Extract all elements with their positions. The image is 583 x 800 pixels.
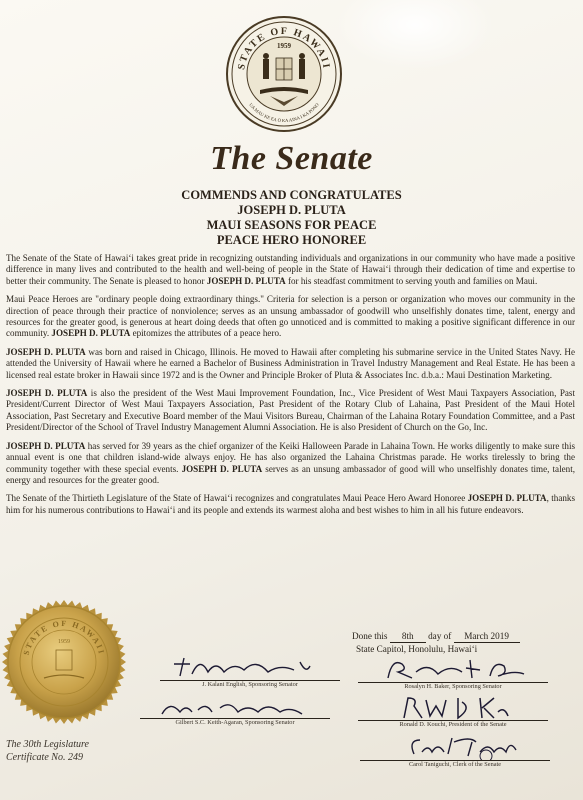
paragraph-3: JOSEPH D. PLUTA was born and raised in Chicago, Illinois. He moved to Hawaii after completing his submarine service in the United States Navy. He attended the University of Hawaii where he earned a Bachelor of Business Administration in Travel Industry Management and Real Estate. He has been a licensed real estate broker in Hawaii since 1972 and is the Owner and Principle Broker of Pluta & Associates Inc. d.b.a.: Maui Destination Marketing. [6, 346, 576, 380]
state-seal-top [224, 14, 344, 134]
heading-line: JOSEPH D. PLUTA [237, 203, 346, 217]
honoree-name: JOSEPH D. PLUTA [6, 388, 88, 399]
honoree-name: JOSEPH D. PLUTA [467, 493, 547, 504]
seal-top-motto: UA MAU KE EA O KA AINA I KA PONO [248, 102, 320, 124]
seal-top-year: 1959 [277, 42, 291, 50]
done-place: State Capitol, Honolulu, Hawaiʻi [356, 644, 478, 654]
honoree-name: JOSEPH D. PLUTA [6, 346, 86, 357]
heading-line: MAUI SEASONS FOR PEACE [206, 218, 377, 232]
signatory-name: Rosalyn H. Baker, Sponsoring Senator [404, 683, 502, 690]
honoree-name: JOSEPH D. PLUTA [51, 328, 131, 339]
handwritten-signature [358, 694, 548, 720]
handwritten-signature [160, 654, 340, 680]
gold-state-seal [0, 598, 128, 726]
signatory-name: Carol Taniguchi, Clerk of the Senate [408, 761, 502, 768]
gold-seal-year: 1959 [58, 639, 70, 645]
signature-english [160, 654, 340, 689]
signatory-name: Ronald D. Kouchi, President of the Senate [399, 721, 507, 728]
handwritten-signature [358, 656, 548, 682]
gold-seal-text: STATE OF HAWAII [21, 618, 107, 657]
honoree-name: JOSEPH D. PLUTA [206, 275, 286, 286]
signatory-name: Gilbert S.C. Keith-Agaran, Sponsoring Senator [175, 719, 295, 726]
heading-line: COMMENDS AND CONGRATULATES [181, 188, 402, 202]
light-glare [335, 0, 495, 70]
signatory-name: J. Kalani English, Sponsoring Senator [202, 681, 298, 688]
done-month-year: March 2019 [454, 630, 520, 643]
honoree-name: JOSEPH D. PLUTA [6, 440, 86, 451]
done-date-block: Done this 8th day of March 2019 State Capitol, Honolulu, Hawaiʻi [352, 630, 572, 655]
heading-line: PEACE HERO HONOREE [216, 233, 367, 247]
handwritten-signature [140, 698, 330, 718]
paragraph-2: Maui Peace Heroes are "ordinary people doing extraordinary things." Criteria for selection is a person or organization who moves our community in the direction of peace through their practice of nonviolence; serves as an unsung ambassador of goodwill who unselfishly donates time, talent, energy and resources for the greater good, is generous at heart doing deeds that often go unnoticed and is committed to making a positive significant difference in our community. JOSEPH D. PLUTA epitomizes the attributes of a peace hero. [6, 294, 575, 339]
signature-taniguchi [360, 734, 550, 769]
certificate-body [6, 253, 575, 523]
paragraph-5: JOSEPH D. PLUTA has served for 39 years as the chief organizer of the Keiki Halloween Parade in Lahaina Town. He works diligently to make sure this annual event is one that children island-wide always enjoy. He has also organized the Lahaina Christmas parade. He works tirelessly to bring the community together with these special events. JOSEPH D. PLUTA serves as an unsung ambassador of good will who unselfishly donates time, talent, energy and resources for the greater good. [6, 440, 576, 485]
handwritten-signature [360, 734, 550, 760]
honoree-name: JOSEPH D. PLUTA [181, 463, 263, 474]
paragraph-6: The Senate of the Thirtieth Legislature of the State of Hawaiʻi recognizes and congratulates Maui Peace Hero Award Honoree JOSEPH D. PLUTA, thanks him for his numerous contributions to Hawaiʻi and its people and extends its warmest aloha and best wishes to him in all his future endeavors. [6, 493, 575, 515]
commendation-headings [0, 188, 583, 248]
paragraph-1: The Senate of the State of Hawaiʻi takes great pride in recognizing outstanding individuals and organizations in our community who have made a positive difference in many lives and contributed to the health and well-being of people in the State of Hawaiʻi through their dedication of time and expertise to better their community. The Senate is pleased to honor JOSEPH D. PLUTA for his steadfast commitment to serving youth and families on Maui. [6, 253, 575, 286]
done-day: 8th [390, 630, 426, 643]
legislature-certificate-label: The 30th Legislature Certificate No. 249 [6, 739, 89, 763]
senate-title: The Senate [210, 140, 373, 177]
signature-baker [358, 656, 548, 691]
paragraph-4: JOSEPH D. PLUTA is also the president of the West Maui Improvement Foundation, Inc., Vice President of West Maui Taxpayers Association, Past President/Current Director of West Maui Taxpayers Association, Past President of the Rotary Club of Lahaina, Past President of the Maui Hotel Association, Past Secretary and Executive Board member of the Maui Visitors Bureau, Chairman of the Lahaina Rotary Foundation Committee, and a Past President/Director of the School of Travel Industry Management Alumni Association. He is also President of Church on the Go, Inc. [6, 388, 575, 433]
signature-keith-agaran [140, 698, 330, 727]
signature-kouchi [358, 694, 548, 729]
seal-top-text: STATE OF HAWAII [236, 25, 332, 71]
